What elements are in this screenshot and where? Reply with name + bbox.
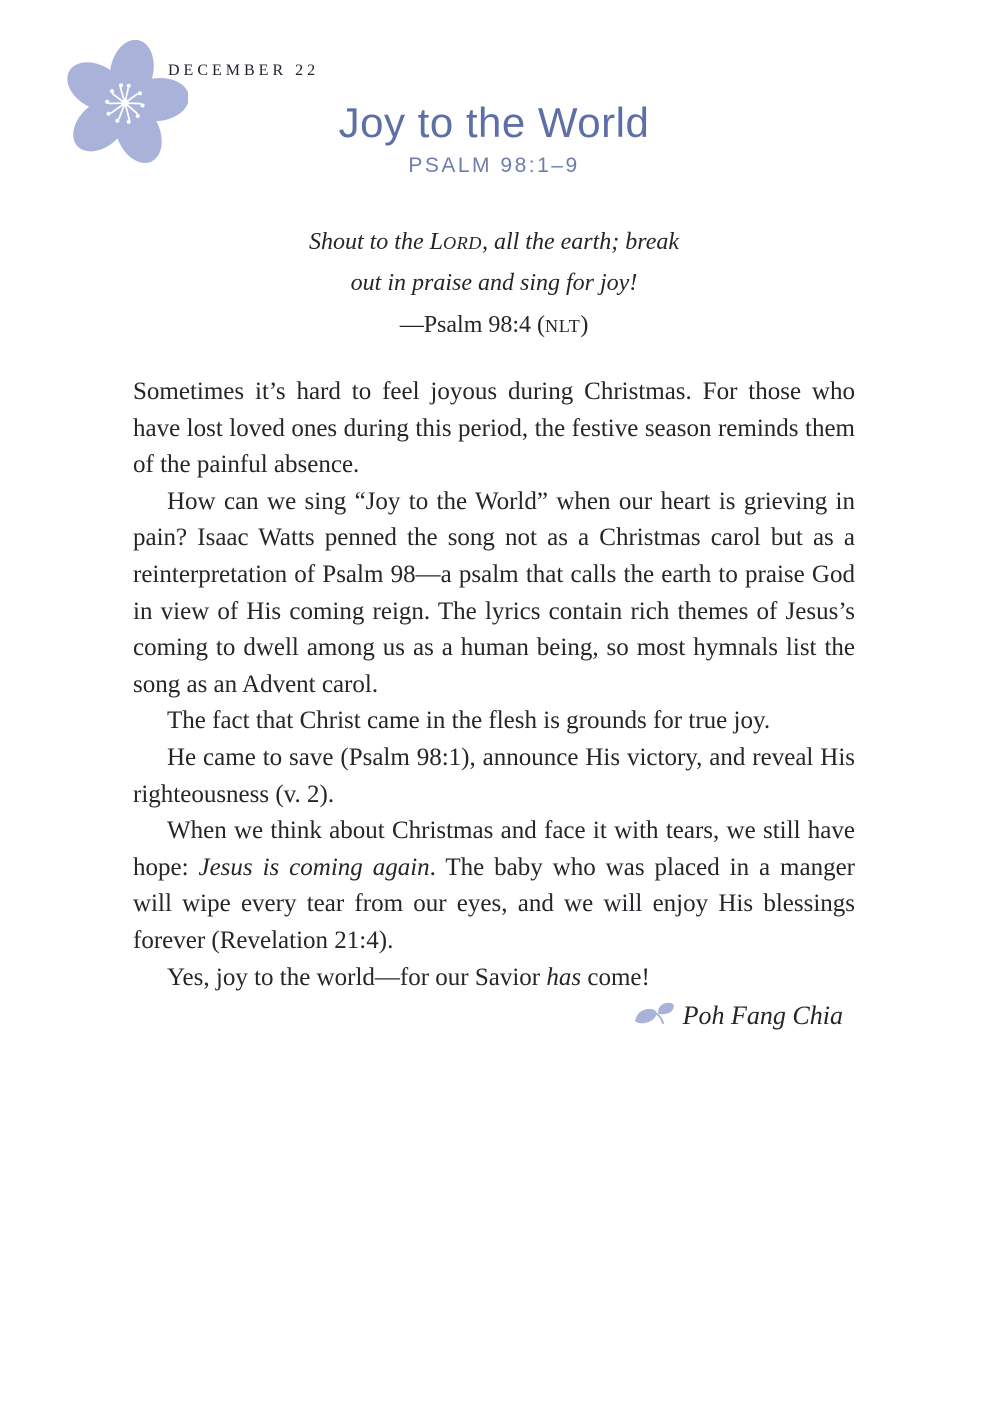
attribution-pre: —Psalm 98:4 ( — [399, 312, 546, 338]
paragraph-text: Yes, joy to the world—for our Savior — [167, 963, 547, 991]
paragraph-text-italic: Jesus is coming again — [198, 853, 430, 881]
date-label: DECEMBER 22 — [168, 62, 320, 79]
paragraph-text: . The baby who was placed in a manger will wipe every tear from our eyes, and we will enjoy His blessings forever (Revelation 21:4). — [133, 853, 856, 954]
page-title: Joy to the World — [338, 99, 650, 146]
body-paragraph — [133, 374, 855, 484]
verse-line2: out in praise and sing for joy! — [350, 270, 638, 296]
body-paragraph — [133, 484, 855, 704]
paragraph-text: Sometimes it’s hard to feel joyous during Christmas. For those who have lost loved ones during this period, the festive season reminds them of the painful absence. — [133, 378, 855, 479]
paragraph-text-italic: has — [546, 963, 582, 991]
attribution-version: NLT — [545, 316, 581, 336]
verse-line1-post: , all the earth; break — [481, 229, 680, 255]
devotional-content — [133, 99, 855, 1031]
paragraph-text: How can we sing “Joy to the World” when our heart is grieving in pain? Isaac Watts penned the song not as a Christmas carol but as a reinterpretation of Psalm 98—a psalm that calls the earth to praise God in view of His coming reign. The lyrics contain rich themes of Jesus’s coming to dwell among us as a human being, so most hymnals list the song as an Advent carol. — [133, 487, 855, 698]
verse-text — [133, 222, 855, 303]
verse-attribution — [133, 312, 855, 339]
body-paragraph — [133, 740, 855, 813]
devotional-body — [133, 374, 855, 996]
paragraph-text: The fact that Christ came in the flesh is grounds for true joy. — [167, 707, 771, 735]
verse-line1-pre: Shout to the L — [308, 229, 443, 255]
verse-lord-smallcaps: ORD — [442, 233, 482, 253]
body-paragraph — [133, 813, 855, 959]
author-byline — [133, 1001, 855, 1031]
passage-reference: PSALM 98:1–9 — [408, 154, 580, 177]
paragraph-text: come! — [581, 963, 650, 991]
paragraph-text: When we think about Christmas and face it with tears, we still have hope: — [133, 817, 855, 881]
author-name: Poh Fang Chia — [682, 1001, 843, 1031]
body-paragraph — [133, 703, 855, 740]
attribution-post: ) — [580, 312, 589, 338]
body-paragraph — [133, 960, 855, 997]
leaf-icon — [633, 1001, 675, 1031]
paragraph-text: He came to save (Psalm 98:1), announce His victory, and reveal His righteousness (v. 2). — [133, 743, 855, 808]
